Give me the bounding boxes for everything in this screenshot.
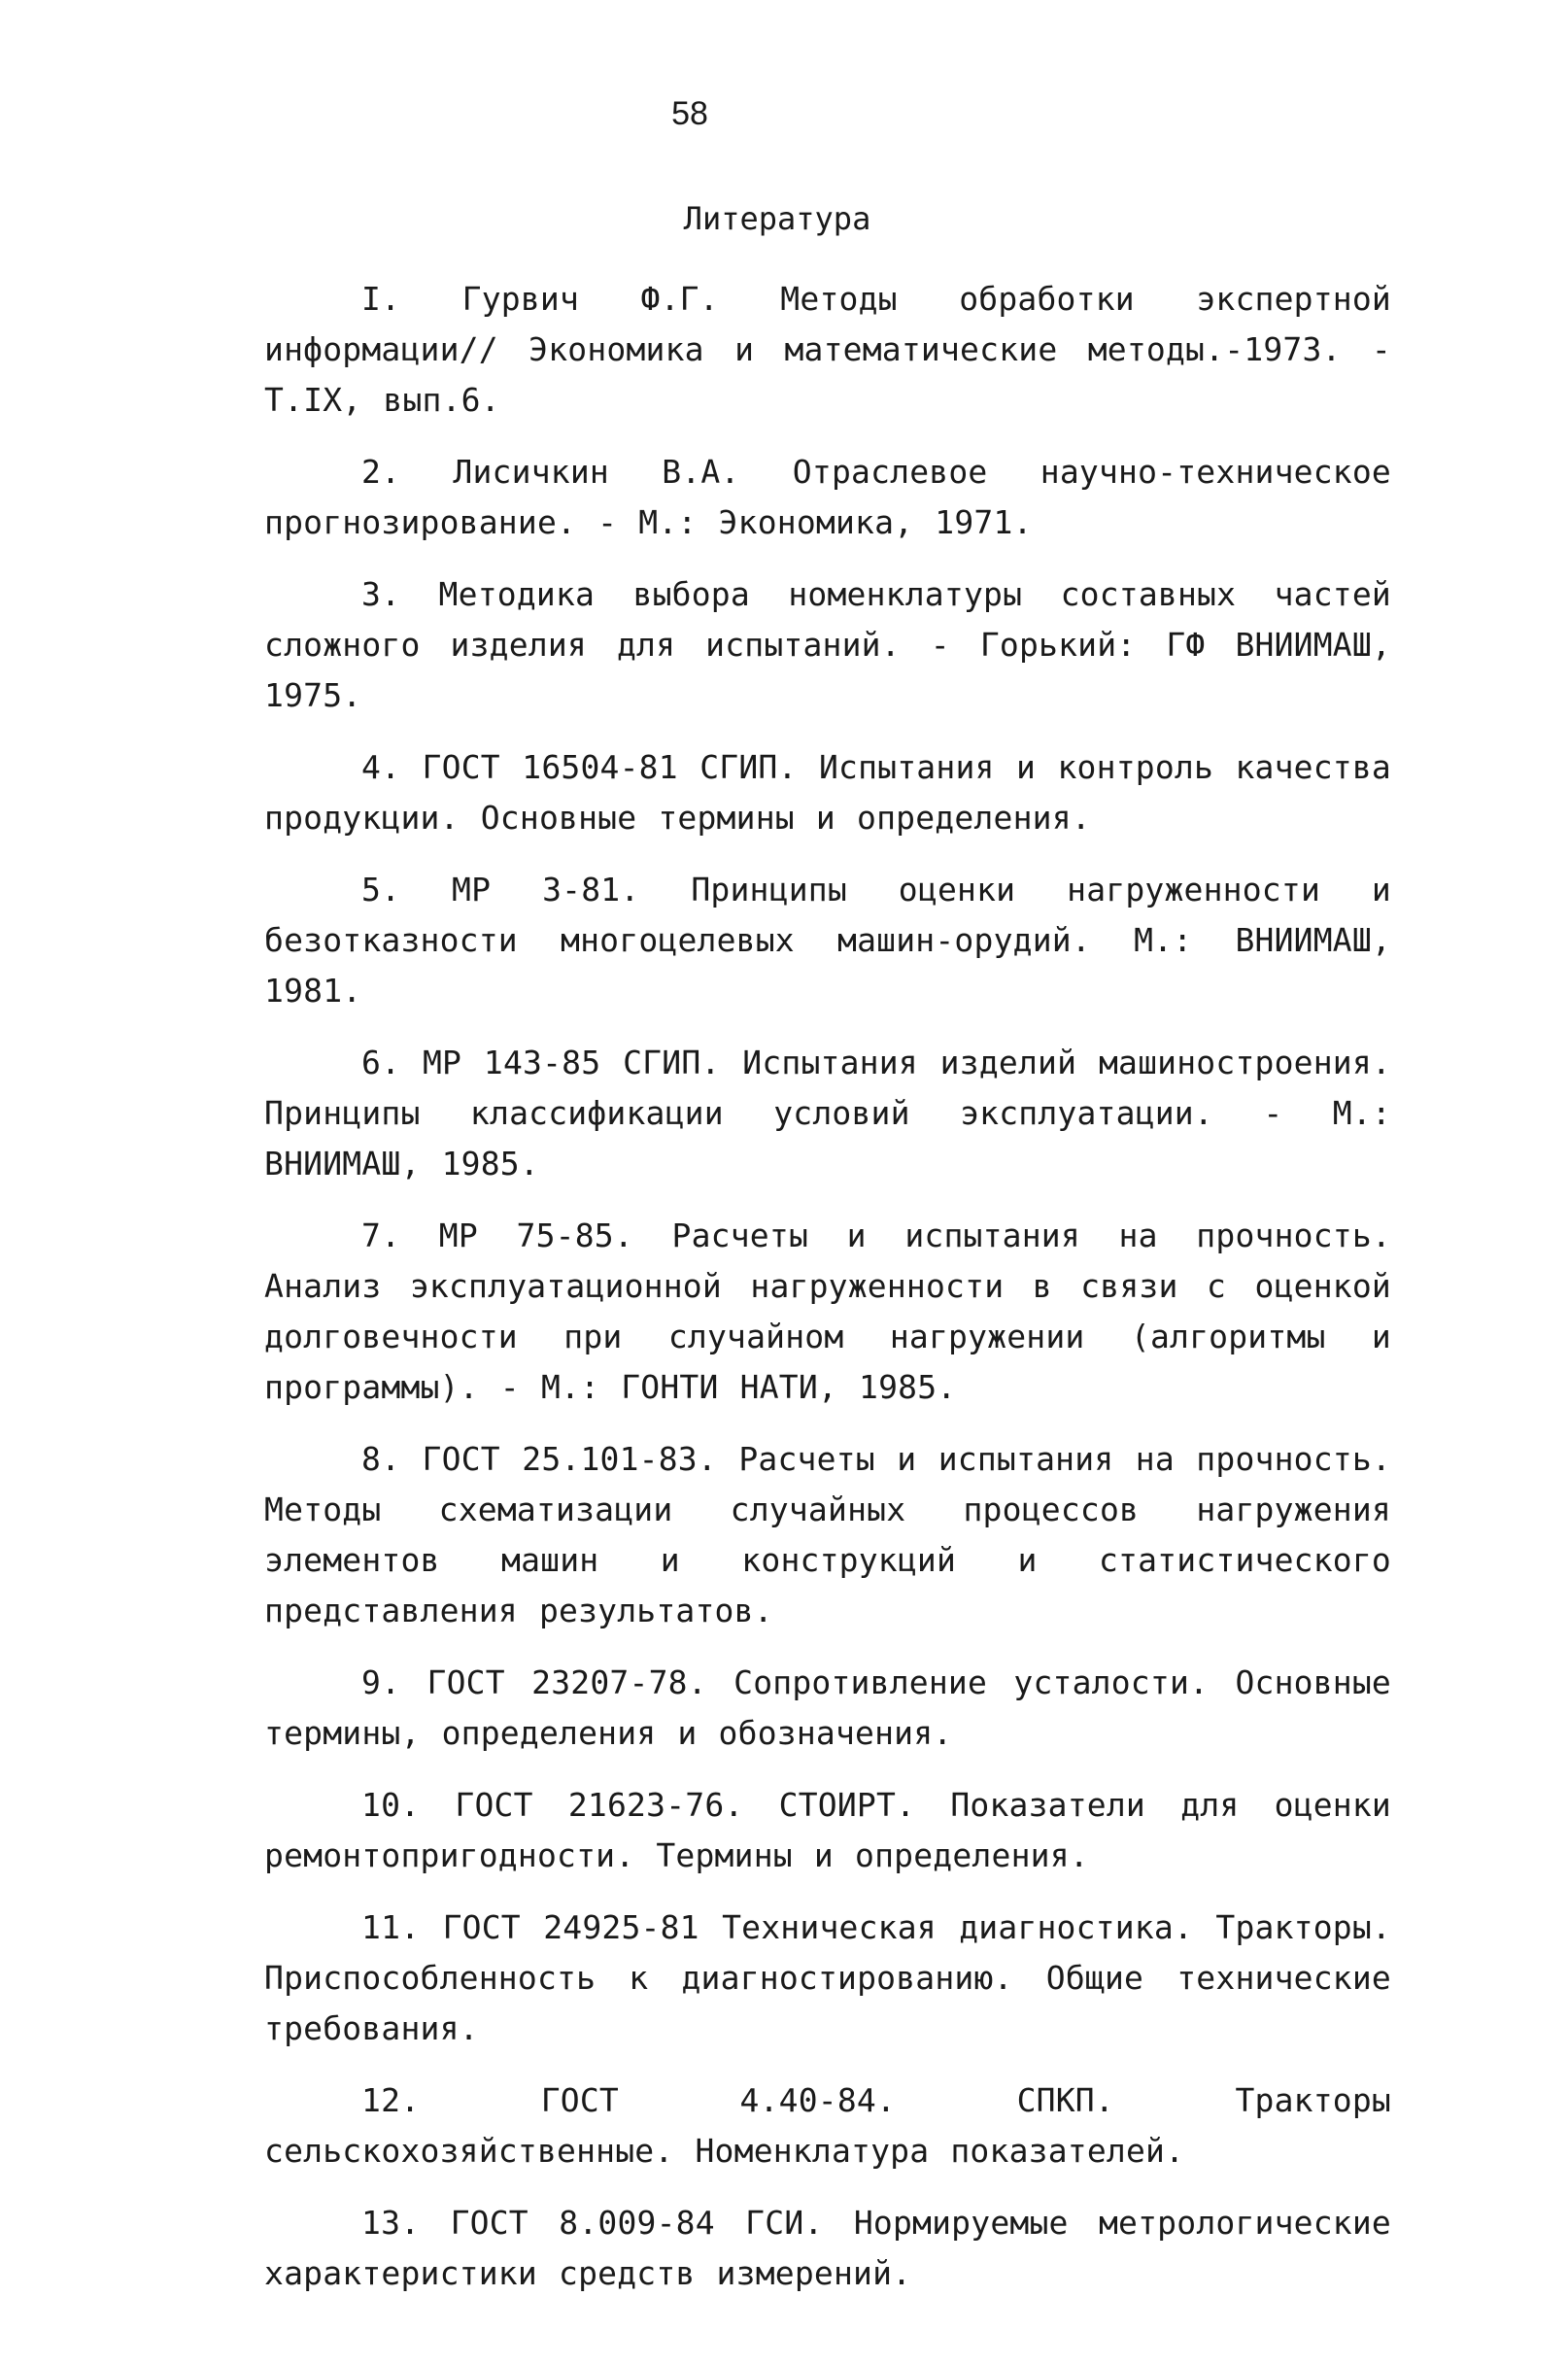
page-title: Литература [683,200,871,237]
reference-item-6: 6. МР 143-85 СГИП. Испытания изделий машиностроения. Принципы классификации условий эксплуатации. - М.: ВНИИМАШ, 1985. [264,1044,1414,1182]
reference-item-5: 5. МР 3-81. Принципы оценки нагруженности и безотказности многоцелевых машин-орудий. М.: ВНИИМАШ, 1981. [264,871,1414,1010]
reference-item-3: 3. Методика выбора номенклатуры составных частей сложного изделия для испытаний. - Горький: ГФ ВНИИМАШ, 1975. [264,575,1414,714]
reference-list [264,274,1414,2320]
reference-item-10: 10. ГОСТ 21623-76. СТОИРТ. Показатели для оценки ремонтопригодности. Термины и определения. [264,1786,1414,1874]
reference-item-1: I. Гурвич Ф.Г. Методы обработки экспертной информации// Экономика и математические методы.-1973. - Т.IX, вып.6. [264,280,1414,419]
reference-item-9: 9. ГОСТ 23207-78. Сопротивление усталости. Основные термины, определения и обозначения. [264,1663,1414,1752]
reference-item-7: 7. МР 75-85. Расчеты и испытания на прочность. Анализ эксплуатационной нагруженности в связи с оценкой долговечности при случайном нагружении (алгоритмы и программы). - М.: ГОНТИ НАТИ, 1985. [264,1217,1414,1406]
reference-item-11: 11. ГОСТ 24925-81 Техническая диагностика. Тракторы. Приспособленность к диагностированию. Общие технические требования. [264,1908,1414,2047]
reference-item-8: 8. ГОСТ 25.101-83. Расчеты и испытания на прочность. Методы схематизации случайных процессов нагружения элементов машин и конструкций и статистического представления результатов. [264,1440,1414,1629]
reference-item-4: 4. ГОСТ 16504-81 СГИП. Испытания и контроль качества продукции. Основные термины и определения. [264,748,1414,837]
reference-item-12: 12. ГОСТ 4.40-84. СПКП. Тракторы сельскохозяйственные. Номенклатура показателей. [264,2081,1414,2170]
reference-item-13: 13. ГОСТ 8.009-84 ГСИ. Нормируемые метрологические характеристики средств измерений. [264,2204,1414,2292]
reference-item-2: 2. Лисичкин В.А. Отраслевое научно-техническое прогнозирование. - М.: Экономика, 1971. [264,453,1414,541]
page-number: 58 [671,95,708,132]
